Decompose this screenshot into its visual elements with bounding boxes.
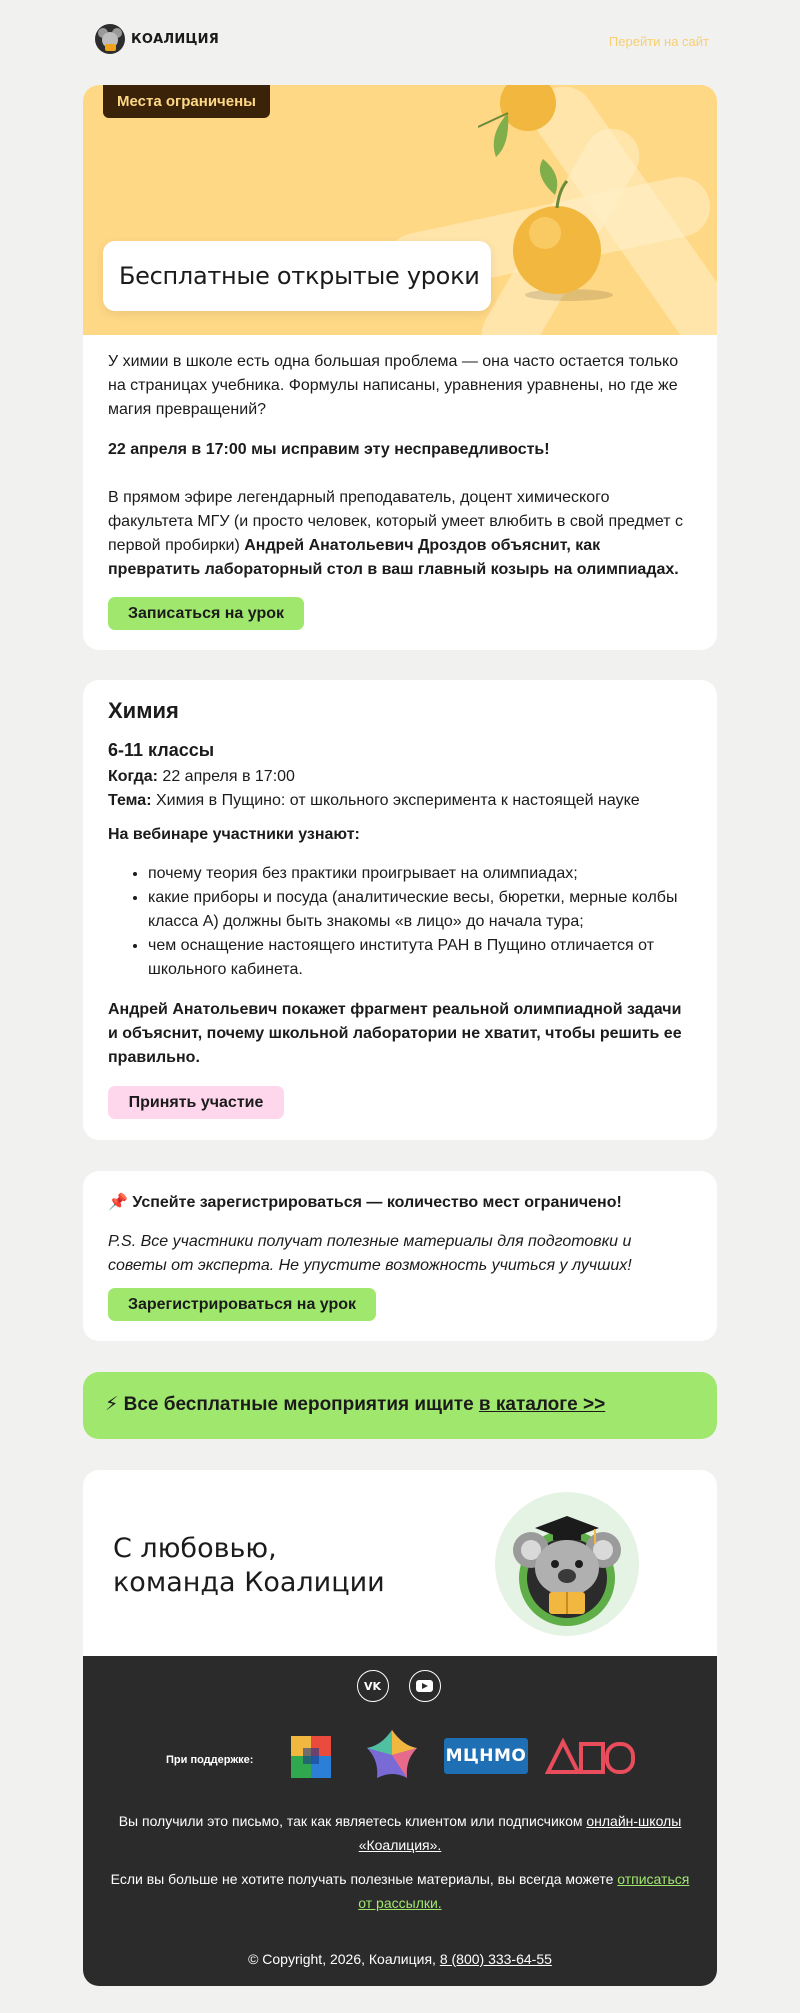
subject-title: Химия <box>108 698 179 723</box>
participate-button[interactable]: Принять участие <box>108 1086 284 1119</box>
signup-lesson-button[interactable]: Записаться на урок <box>108 597 304 630</box>
subscription-notice <box>103 1809 697 1857</box>
signoff-line-2: команда Коалиции <box>113 1567 385 1598</box>
learn-heading: На вебинаре участники узнают: <box>108 826 360 843</box>
svg-text:VK: VK <box>363 1680 382 1693</box>
topic-line <box>108 789 693 813</box>
chemistry-card <box>83 680 717 1140</box>
catalog-text <box>105 1393 605 1416</box>
cube-partner-logo <box>285 1730 341 1786</box>
apo-partner-logo <box>545 1738 637 1776</box>
hero-title: Бесплатные открытые уроки <box>119 262 480 290</box>
vk-icon <box>358 1671 387 1700</box>
email-footer <box>83 1656 717 1986</box>
topic-label: Тема: <box>108 792 152 809</box>
koala-logo-icon <box>95 24 125 54</box>
support-label: При поддержке: <box>166 1754 254 1766</box>
email-header <box>83 18 717 66</box>
catalog-link[interactable]: в каталоге >> <box>478 1394 606 1415</box>
date-announcement: 22 апреля в 17:00 мы исправим эту несправедливость! <box>108 441 550 458</box>
mcnmo-partner-logo <box>444 1738 528 1774</box>
go-to-site-link[interactable]: Перейти на сайт <box>608 34 709 49</box>
vk-social-button[interactable] <box>357 1670 389 1702</box>
ps-note: P.S. Все участники получат полезные материалы для подготовки и советы от эксперта. Не упустите возможность учиться у лучших! <box>108 1233 632 1274</box>
list-item: • чем оснащение настоящего института РАН в Пущино отличается от школьного кабинета. <box>148 934 693 982</box>
when-value: 22 апреля в 17:00 <box>157 768 295 785</box>
brand-name: КОАЛИЦИЯ <box>131 31 219 47</box>
signoff-line-1: С любовью, <box>113 1533 277 1564</box>
unsubscribe-notice-text: Если вы больше не хотите получать полезные материалы, вы всегда можете <box>110 1871 618 1887</box>
when-label: Когда: <box>108 768 158 785</box>
topic-value: Химия в Пущино: от школьного эксперимента к настоящей науке <box>151 792 640 809</box>
youtube-icon <box>410 1671 439 1700</box>
koala-graduate-icon <box>495 1492 639 1636</box>
hero-card <box>83 85 717 650</box>
brand-logo[interactable] <box>95 24 219 54</box>
learn-list <box>108 862 693 982</box>
intro-paragraph: У химии в школе есть одна большая проблема — она часто остается только на страницах учебника. Формулы написаны, уравнения уравнены, но где же магия превращений? <box>108 353 679 418</box>
youtube-social-button[interactable] <box>409 1670 441 1702</box>
register-lesson-button[interactable]: Зарегистрироваться на урок <box>108 1288 376 1321</box>
copyright-text: © Copyright, 2026, Коалиция, <box>248 1951 440 1967</box>
catalog-label: ⚡ Все бесплатные мероприятия ищите <box>105 1394 479 1415</box>
teacher-paragraph-text: В прямом эфире легендарный преподаватель, доцент химического факультета МГУ (и просто человек, который умеет влюбить в свой предмет с первой пробирки) <box>108 489 684 554</box>
register-card <box>83 1171 717 1341</box>
phone-link[interactable]: 8 (800) 333-64-55 <box>439 1951 552 1967</box>
school-link[interactable]: онлайн-школы «Коалиция». <box>358 1813 682 1853</box>
unsubscribe-notice <box>103 1867 697 1915</box>
when-line <box>108 765 693 789</box>
signoff-text <box>113 1532 385 1600</box>
limited-seats-badge: Места ограничены <box>103 85 270 118</box>
copyright-line <box>103 1947 697 1971</box>
mcnmo-logo-text: МЦНМО <box>445 1746 527 1766</box>
list-item: • почему теория без практики проигрывает на олимпиадах; <box>148 862 693 886</box>
hero-banner <box>83 85 717 335</box>
subscription-notice-text: Вы получили это письмо, так как являетесь клиентом или подписчиком <box>118 1813 587 1829</box>
teacher-paragraph <box>108 486 693 582</box>
mascot-circle <box>495 1492 639 1636</box>
signoff-card <box>83 1470 717 1660</box>
teacher-paragraph-bold: Андрей Анатольевич Дроздов объяснит, как превратить лабораторный стол в ваш главный козырь на олимпиадах. <box>108 537 679 578</box>
unsubscribe-link[interactable]: отписаться от рассылки. <box>358 1871 690 1911</box>
list-item: • какие приборы и посуда (аналитические весы, бюретки, мерные колбы класса А) должны быть знакомы «в лицо» до начала тура; <box>148 886 693 934</box>
pear-icon <box>478 85 568 175</box>
closing-paragraph: Андрей Анатольевич покажет фрагмент реальной олимпиадной задачи и объяснит, почему школьной лаборатории не хватит, чтобы решить ее правильно. <box>108 1001 682 1066</box>
catalog-banner <box>83 1372 717 1439</box>
star-partner-logo <box>363 1726 421 1784</box>
grades-label: 6-11 классы <box>108 740 215 760</box>
register-headline: 📌 Успейте зарегистрироваться — количество мест ограничено! <box>108 1194 622 1211</box>
hero-title-box <box>103 241 491 311</box>
